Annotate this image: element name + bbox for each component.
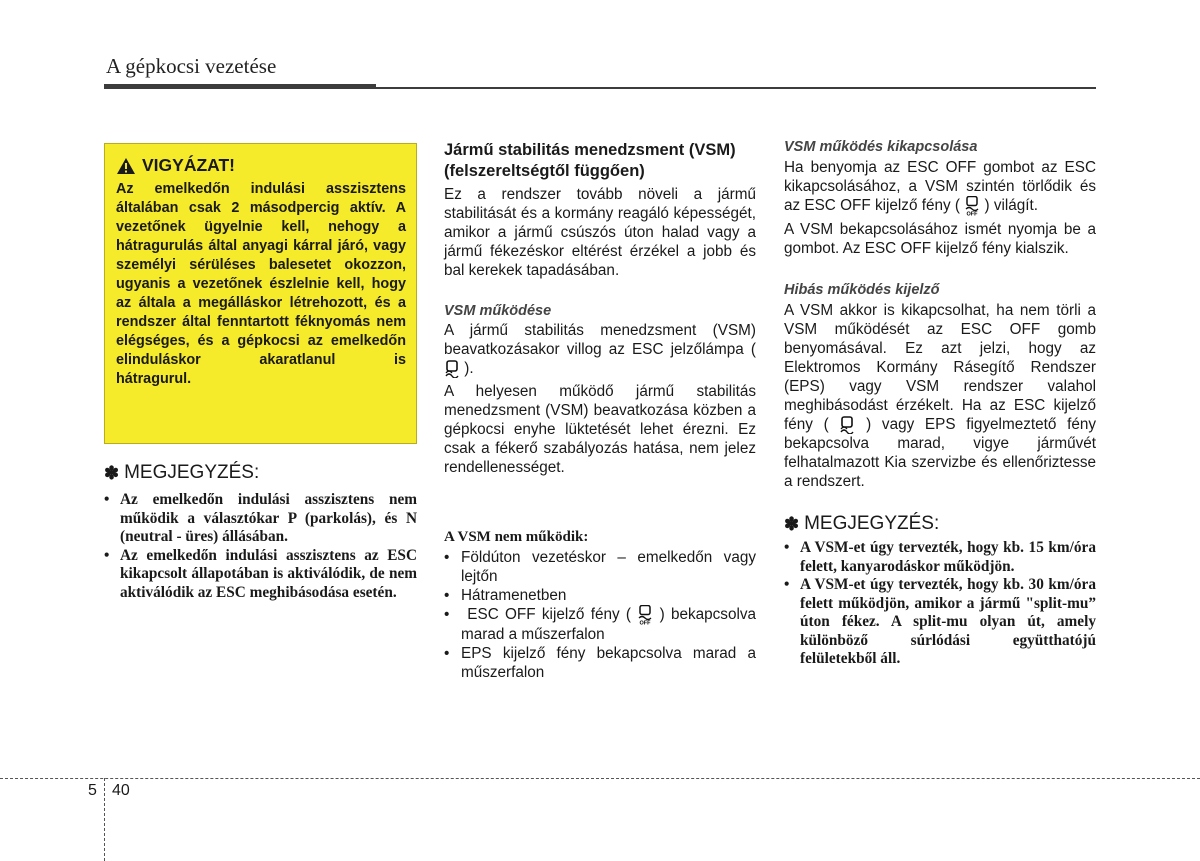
vsm-off-title: VSM működés kikapcsolása — [784, 139, 978, 155]
esc-off-indicator-icon — [964, 196, 980, 216]
note-1-title: MEGJEGYZÉS: — [124, 462, 260, 483]
note-1-list — [104, 491, 417, 602]
note-1-item: • Az emelkedőn indulási asszisztens nem működik a választókar P (parkolás), és N (neutral - üres) állásában. — [104, 491, 417, 547]
note-2-item: • A VSM-et úgy tervezték, hogy kb. 15 km/óra felett, kanyarodáskor működjön. — [784, 539, 1096, 576]
note-2-item: • A VSM-et úgy tervezték, hogy kb. 30 km/óra felett működjön, amikor a jármű "split-mu” úton fékez. A split-mu olyan út, amely különböző súrlódási együtthatójú felületekből áll. — [784, 576, 1096, 669]
asterisk-icon: ✽ — [104, 462, 120, 483]
esc-off-indicator-icon — [637, 605, 653, 625]
list-item: • Hátramenetben — [444, 586, 756, 605]
warning-triangle-icon — [116, 157, 136, 175]
vsm-off-p2: A VSM bekapcsolásához ismét nyomja be a gombot. Az ESC OFF kijelző fény kialszik. — [784, 221, 1096, 257]
vsm-section — [444, 140, 756, 682]
list-item: • ESC OFF kijelző fény ( OFF ) bekapcsolva marad a műszerfalon — [444, 605, 756, 644]
caution-heading — [116, 155, 406, 176]
chapter-number: 5 — [88, 782, 97, 799]
note-1 — [104, 462, 417, 602]
asterisk-icon: ✽ — [784, 513, 800, 534]
note-2-title: MEGJEGYZÉS: — [804, 513, 940, 534]
caution-box — [104, 143, 417, 444]
vsm-operation-p2: A helyesen működő jármű stabilitás menedzsment (VSM) beavatkozása közben a gépkocsi enyhe lüktetését lehet érezni. Ez csak a fékerő szabályozás hatása, nem jelez rendellenességet. — [444, 383, 756, 476]
footer-divider — [0, 778, 1200, 779]
vsm-off-section — [784, 139, 1096, 669]
list-item: • Földúton vezetéskor – emelkedőn vagy lejtőn — [444, 548, 756, 586]
footer-divider-vertical — [104, 778, 105, 861]
vsm-not-working-list — [444, 548, 756, 682]
off-label: OFF — [966, 211, 978, 216]
fault-text: A VSM akkor is kikapcsolhat, ha nem törli a VSM működését az ESC OFF gomb benyomásával. Ez azt jelzi, hogy az Elektromos Kormány Rásegítő Rendszer (EPS) vagy VSM rendszer valahol meghibásodást érzékelt. Ha az ESC kijelző fény ( ) vagy EPS figyelmeztető fény bekapcsolva marad, vigye járművét felhatalmazott Kia szervizbe és ellenőriztesse a rendszert. — [784, 302, 1096, 490]
esc-indicator-icon — [444, 360, 460, 378]
vsm-not-working-title: A VSM nem működik: — [444, 529, 589, 545]
list-item: • EPS kijelző fény bekapcsolva marad a műszerfalon — [444, 644, 756, 682]
header-rule-thick — [104, 84, 376, 89]
caution-text-last: hátragurul. — [116, 371, 192, 387]
page-number: 40 — [112, 782, 130, 799]
vsm-operation-p1: A jármű stabilitás menedzsment (VSM) beavatkozásakor villog az ESC jelzőlámpa ( ). — [444, 322, 756, 377]
vsm-title: Jármű stabilitás menedzsment (VSM) (felszereltségtől függően) — [444, 141, 736, 180]
page-header-title: A gépkocsi vezetése — [106, 54, 277, 78]
note-1-item: • Az emelkedőn indulási asszisztens az ESC kikapcsolt állapotában is aktiválódik, de nem aktiválódik az ESC meghibásodása esetén. — [104, 547, 417, 603]
caution-text: Az emelkedőn indulási asszisztens általában csak 2 másodpercig aktív. A vezetőnek ügyelnie kell, nehogy a hátragurulás által anyagi kárral járó, vagy személyi sérüléses balesetet okozzon, ugyanis a vezetőnek észlelnie kell, hogy az általa a megálláskor létrehozott, és a rendszer által fenntartott féknyomás nem elégséges, és a gépkocsi az emelkedőn elinduláskor akaratlanul is hátragurul. — [116, 181, 406, 387]
header-rule-thin — [376, 87, 1096, 89]
off-label: OFF — [639, 620, 651, 625]
vsm-intro: Ez a rendszer tovább növeli a jármű stabilitását és a kormány reagáló képességét, amikor a jármű csúszós úton halad vagy a jármű fékezéskor eltérést érzékel a jobb és bal kerekek tapadásában. — [444, 186, 756, 279]
caution-title: VIGYÁZAT! — [142, 155, 236, 175]
fault-title: Hibás működés kijelző — [784, 282, 940, 298]
note-2-list — [784, 539, 1096, 669]
vsm-operation-title: VSM működése — [444, 303, 552, 319]
note-1-heading — [104, 462, 417, 484]
esc-indicator-icon — [839, 416, 855, 434]
vsm-off-p1: Ha benyomja az ESC OFF gombot az ESC kikapcsolásához, a VSM szintén törlődik és az ESC OFF kijelző fény ( OFF ) világít. — [784, 159, 1096, 216]
note-2-heading — [784, 513, 1096, 535]
